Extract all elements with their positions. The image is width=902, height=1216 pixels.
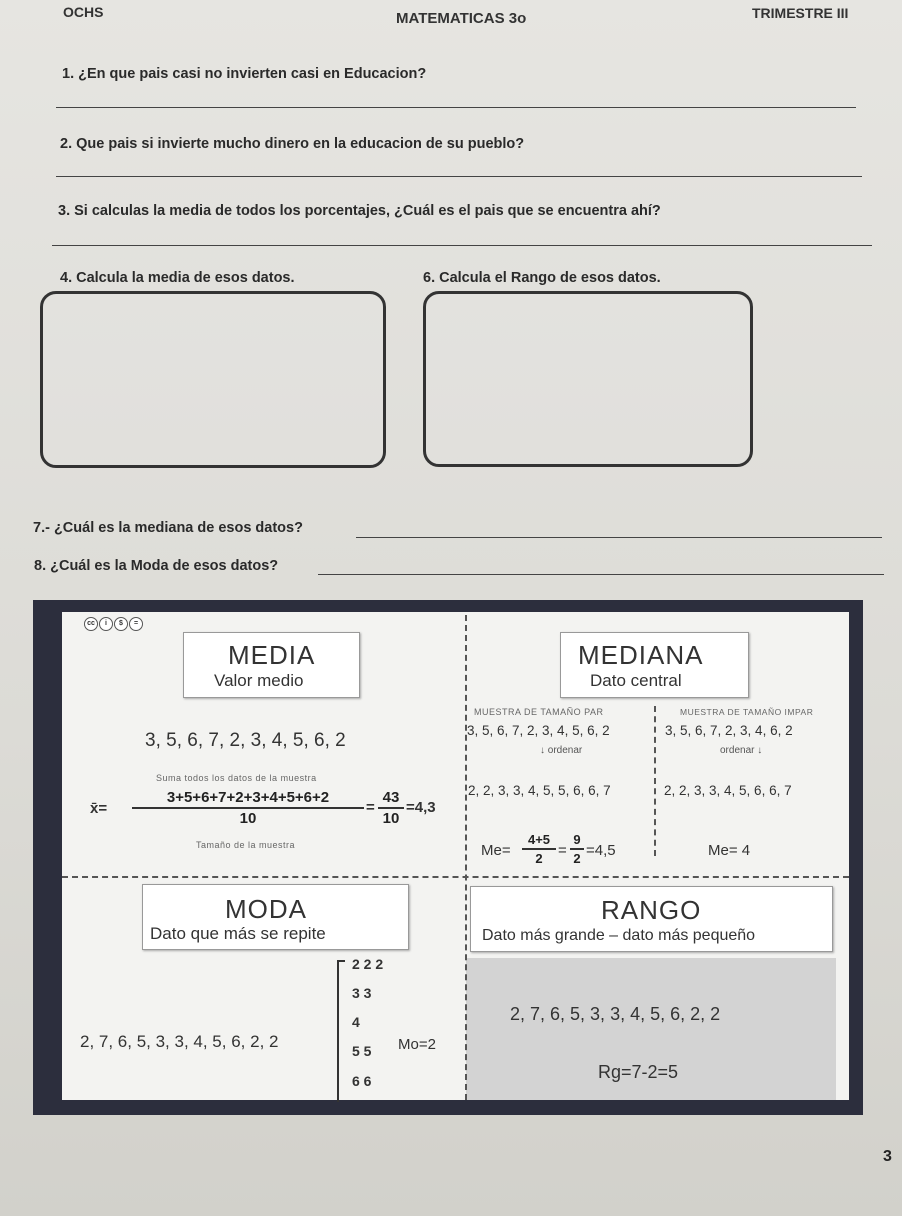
fraction-bar [522,848,556,850]
question-8: 8. ¿Cuál es la Moda de esos datos? [34,558,279,574]
answer-box-rango[interactable] [423,291,753,467]
media-subtitle: Valor medio [214,671,304,690]
media-data: 3, 5, 6, 7, 2, 3, 4, 5, 6, 2 [145,730,346,751]
answer-line-8[interactable] [318,574,884,575]
cc-icon: cc [84,617,98,631]
mediana-par-denominator-2: 2 [573,851,581,866]
page-number: 3 [883,1148,892,1165]
media-fraction [132,789,364,827]
mediana-par-denominator: 2 [535,851,543,866]
mediana-impar-sorted: 2, 2, 3, 3, 4, 5, 6, 6, 7 [664,783,792,798]
header-term: TRIMESTRE III [752,5,849,21]
moda-group-2: 2 2 2 [352,956,384,972]
answer-line-1[interactable] [56,107,856,108]
media-title: MEDIA [228,640,316,670]
rango-result: Rg=7-2=5 [598,1062,679,1082]
moda-bracket [337,960,345,1102]
moda-group-3: 3 3 [352,985,372,1001]
rango-title: RANGO [601,895,702,925]
rango-subtitle: Dato más grande – dato más pequeño [482,927,756,944]
question-3: 3. Si calculas la media de todos los porcentajes, ¿Cuál es el pais que se encuentra ahí? [58,203,661,219]
by-icon: i [99,617,113,631]
header-subject: MATEMATICAS 3o [396,10,527,27]
moda-group-6: 6 6 [352,1073,372,1089]
header-school: OCHS [63,4,104,20]
question-4: 4. Calcula la media de esos datos. [60,270,295,286]
question-1: 1. ¿En que pais casi no invierten casi en Educacion? [62,66,427,82]
media-result: =4,3 [406,799,436,816]
moda-group-4: 4 [352,1014,360,1030]
moda-group-5: 5 5 [352,1043,372,1059]
answer-line-7[interactable] [356,537,882,538]
answer-line-3[interactable] [52,245,872,246]
fraction-bar [378,807,404,809]
media-xbar: x̄= [90,800,108,817]
mediana-par-equals: = [558,842,567,859]
mediana-impar-ordenar: ordenar ↓ [720,745,763,756]
mediana-par-sorted: 2, 2, 3, 3, 4, 5, 5, 6, 6, 7 [468,783,611,798]
mediana-par-fraction [522,832,556,866]
fraction-bar [132,807,364,809]
mediana-split-divider [654,706,656,856]
mediana-par-numerator: 4+5 [527,832,551,847]
mediana-impar-data: 3, 5, 6, 7, 2, 3, 4, 6, 2 [665,723,793,738]
moda-result: Mo=2 [398,1036,436,1053]
media-numerator: 3+5+6+7+2+3+4+5+6+2 [166,789,330,806]
nc-icon: $ [114,617,128,631]
mediana-par-label: MUESTRA DE TAMAÑO PAR [474,707,604,717]
moda-subtitle: Dato que más se repite [150,924,326,943]
media-note-sum: Suma todos los datos de la muestra [156,773,317,783]
moda-title: MODA [225,894,307,924]
question-7: 7.- ¿Cuál es la mediana de esos datos? [33,520,303,536]
media-fraction-2 [378,789,404,827]
mediana-impar-label: MUESTRA DE TAMAÑO IMPAR [680,707,814,717]
media-note-size: Tamaño de la muestra [196,840,296,850]
mediana-par-result: =4,5 [586,842,616,859]
mediana-title: MEDIANA [578,640,704,670]
answer-line-2[interactable] [56,176,862,177]
question-2: 2. Que pais si invierte mucho dinero en la educacion de su pueblo? [60,136,525,152]
poster-divider-horizontal [62,876,849,878]
answer-box-media[interactable] [40,291,386,468]
media-denominator-2: 10 [382,810,400,827]
rango-data: 2, 7, 6, 5, 3, 3, 4, 5, 6, 2, 2 [510,1004,721,1024]
ordenar-label: ordenar [720,745,755,756]
mediana-subtitle: Dato central [590,671,682,690]
mediana-impar-me: Me= 4 [708,842,751,859]
question-6: 6. Calcula el Rango de esos datos. [423,270,661,286]
mediana-par-fraction-2 [570,832,584,866]
moda-data: 2, 7, 6, 5, 3, 3, 4, 5, 6, 2, 2 [80,1032,279,1051]
ordenar-label: ordenar [547,745,583,756]
media-numerator-2: 43 [382,789,400,806]
mediana-par-me-prefix: Me= [481,842,511,859]
media-equals: = [366,799,375,816]
nd-icon: = [129,617,143,631]
mediana-par-numerator-2: 9 [573,832,581,847]
fraction-bar [570,848,584,850]
poster-divider-vertical [465,615,467,1100]
mediana-par-ordenar: ↓ ordenar [540,745,583,756]
cc-license-badge [84,617,143,631]
media-denominator: 10 [239,810,257,827]
mediana-par-data: 3, 5, 6, 7, 2, 3, 4, 5, 6, 2 [467,723,610,738]
